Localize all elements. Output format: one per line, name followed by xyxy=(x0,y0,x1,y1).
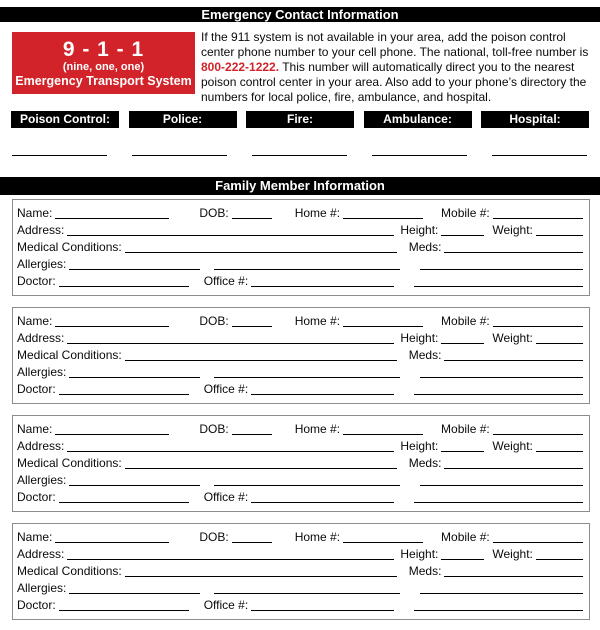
address-label: Address: xyxy=(17,331,65,345)
doctor-row xyxy=(17,381,583,398)
nine-one-one-number: 9 - 1 - 1 xyxy=(62,37,145,61)
office-phone-line[interactable] xyxy=(251,274,394,287)
doctor-label: Doctor: xyxy=(17,490,56,504)
dob-line[interactable] xyxy=(232,422,272,435)
meds-line[interactable] xyxy=(444,348,583,361)
allergies-extra-line[interactable] xyxy=(214,257,400,270)
address-row xyxy=(17,438,583,455)
intro-section xyxy=(12,30,596,105)
meds-extra-line-1[interactable] xyxy=(420,581,583,594)
fire-phone-line[interactable] xyxy=(252,155,347,156)
allergies-label: Allergies: xyxy=(17,473,67,487)
dob-line[interactable] xyxy=(232,206,272,219)
office-phone-line[interactable] xyxy=(251,598,394,611)
contact-labels-row xyxy=(11,111,589,128)
name-line[interactable] xyxy=(55,314,169,327)
name-line[interactable] xyxy=(55,530,169,543)
allergies-label: Allergies: xyxy=(17,581,67,595)
weight-label: Weight: xyxy=(492,547,533,561)
dob-label: DOB: xyxy=(199,206,229,220)
address-row xyxy=(17,330,583,347)
doctor-label: Doctor: xyxy=(17,382,56,396)
weight-label: Weight: xyxy=(492,223,533,237)
meds-extra-line-2[interactable] xyxy=(414,274,583,287)
medical-row xyxy=(17,563,583,580)
mobile-phone-line[interactable] xyxy=(493,206,583,219)
height-label: Height: xyxy=(400,439,439,453)
family-member-card xyxy=(12,523,590,620)
poison-control-instructions xyxy=(201,30,596,105)
mobile-phone-label: Mobile #: xyxy=(441,530,490,544)
poison-control-phone-line[interactable] xyxy=(12,155,107,156)
allergies-label: Allergies: xyxy=(17,257,67,271)
name-row xyxy=(17,313,583,330)
medical-conditions-label: Medical Conditions: xyxy=(17,348,122,362)
meds-extra-line-1[interactable] xyxy=(420,257,583,270)
address-label: Address: xyxy=(17,547,65,561)
weight-label: Weight: xyxy=(492,331,533,345)
medical-conditions-line[interactable] xyxy=(125,240,397,253)
name-row xyxy=(17,205,583,222)
height-label: Height: xyxy=(400,331,439,345)
height-line[interactable] xyxy=(441,331,484,344)
meds-extra-line-1[interactable] xyxy=(420,473,583,486)
mobile-phone-line[interactable] xyxy=(493,530,583,543)
emergency-transport-label: Emergency Transport System xyxy=(15,73,192,88)
contact-label-ambulance: Ambulance: xyxy=(364,111,472,128)
address-label: Address: xyxy=(17,439,65,453)
family-member-card xyxy=(12,307,590,404)
home-phone-label: Home #: xyxy=(294,314,341,328)
allergies-line[interactable] xyxy=(69,581,200,594)
mobile-phone-label: Mobile #: xyxy=(441,314,490,328)
medical-conditions-label: Medical Conditions: xyxy=(17,240,122,254)
allergies-extra-line[interactable] xyxy=(214,365,400,378)
height-line[interactable] xyxy=(441,223,484,236)
home-phone-label: Home #: xyxy=(294,530,341,544)
ambulance-phone-line[interactable] xyxy=(372,155,467,156)
poison-control-phone-number: 800-222-1222. xyxy=(201,60,280,74)
medical-row xyxy=(17,347,583,364)
home-phone-label: Home #: xyxy=(294,422,341,436)
doctor-label: Doctor: xyxy=(17,274,56,288)
allergies-line[interactable] xyxy=(69,257,200,270)
instructions-text-before: If the 911 system is not available in your area, add the poison control center phone number to your cell phone. The national, toll-free number is xyxy=(201,30,589,59)
meds-label: Meds: xyxy=(408,564,442,578)
doctor-row xyxy=(17,273,583,290)
police-phone-line[interactable] xyxy=(132,155,227,156)
contact-label-police: Police: xyxy=(129,111,237,128)
dob-line[interactable] xyxy=(232,530,272,543)
office-phone-label: Office #: xyxy=(203,382,249,396)
allergies-label: Allergies: xyxy=(17,365,67,379)
doctor-line[interactable] xyxy=(59,598,189,611)
office-phone-line[interactable] xyxy=(251,490,394,503)
medical-conditions-line[interactable] xyxy=(125,348,397,361)
nine-one-one-badge xyxy=(12,32,195,94)
weight-line[interactable] xyxy=(536,223,583,236)
nine-one-one-words: (nine, one, one) xyxy=(62,60,145,73)
height-label: Height: xyxy=(400,223,439,237)
family-member-card xyxy=(12,199,590,296)
name-label: Name: xyxy=(17,422,53,436)
address-line[interactable] xyxy=(67,439,394,452)
address-row xyxy=(17,546,583,563)
mobile-phone-line[interactable] xyxy=(493,422,583,435)
hospital-phone-line[interactable] xyxy=(492,155,587,156)
meds-label: Meds: xyxy=(408,348,442,362)
name-line[interactable] xyxy=(55,206,169,219)
allergies-row xyxy=(17,364,583,381)
meds-extra-line-2[interactable] xyxy=(414,382,583,395)
allergies-extra-line[interactable] xyxy=(214,581,400,594)
allergies-row xyxy=(17,472,583,489)
meds-extra-line-2[interactable] xyxy=(414,598,583,611)
address-row xyxy=(17,222,583,239)
contact-label-hospital: Hospital: xyxy=(481,111,589,128)
name-row xyxy=(17,529,583,546)
address-label: Address: xyxy=(17,223,65,237)
contact-label-fire: Fire: xyxy=(246,111,354,128)
medical-row xyxy=(17,239,583,256)
address-line[interactable] xyxy=(67,223,394,236)
family-section-header: Family Member Information xyxy=(0,177,600,195)
home-phone-line[interactable] xyxy=(343,530,423,543)
height-line[interactable] xyxy=(441,439,484,452)
allergies-extra-line[interactable] xyxy=(214,473,400,486)
mobile-phone-line[interactable] xyxy=(493,314,583,327)
contact-label-poison-control: Poison Control: xyxy=(11,111,119,128)
home-phone-line[interactable] xyxy=(343,422,423,435)
medical-conditions-line[interactable] xyxy=(125,456,397,469)
family-members-list xyxy=(0,199,600,620)
weight-label: Weight: xyxy=(492,439,533,453)
dob-label: DOB: xyxy=(199,314,229,328)
doctor-line[interactable] xyxy=(59,382,189,395)
office-phone-line[interactable] xyxy=(251,382,394,395)
weight-line[interactable] xyxy=(536,547,583,560)
office-phone-label: Office #: xyxy=(203,598,249,612)
medical-row xyxy=(17,455,583,472)
dob-line[interactable] xyxy=(232,314,272,327)
medical-conditions-label: Medical Conditions: xyxy=(17,456,122,470)
meds-line[interactable] xyxy=(444,456,583,469)
office-phone-label: Office #: xyxy=(203,274,249,288)
meds-line[interactable] xyxy=(444,240,583,253)
dob-label: DOB: xyxy=(199,530,229,544)
allergies-row xyxy=(17,256,583,273)
emergency-section-header: Emergency Contact Information xyxy=(0,7,600,22)
doctor-row xyxy=(17,489,583,506)
mobile-phone-label: Mobile #: xyxy=(441,206,490,220)
medical-conditions-label: Medical Conditions: xyxy=(17,564,122,578)
name-label: Name: xyxy=(17,314,53,328)
doctor-row xyxy=(17,597,583,614)
weight-line[interactable] xyxy=(536,331,583,344)
allergies-line[interactable] xyxy=(69,473,200,486)
allergies-line[interactable] xyxy=(69,365,200,378)
meds-extra-line-2[interactable] xyxy=(414,490,583,503)
doctor-line[interactable] xyxy=(59,274,189,287)
meds-label: Meds: xyxy=(408,240,442,254)
home-phone-line[interactable] xyxy=(343,314,423,327)
height-line[interactable] xyxy=(441,547,484,560)
mobile-phone-label: Mobile #: xyxy=(441,422,490,436)
office-phone-label: Office #: xyxy=(203,490,249,504)
dob-label: DOB: xyxy=(199,422,229,436)
doctor-line[interactable] xyxy=(59,490,189,503)
name-line[interactable] xyxy=(55,422,169,435)
meds-extra-line-1[interactable] xyxy=(420,365,583,378)
address-line[interactable] xyxy=(67,331,394,344)
contact-phone-lines-row xyxy=(12,155,587,156)
medical-conditions-line[interactable] xyxy=(125,564,397,577)
home-phone-label: Home #: xyxy=(294,206,341,220)
height-label: Height: xyxy=(400,547,439,561)
name-row xyxy=(17,421,583,438)
name-label: Name: xyxy=(17,206,53,220)
meds-label: Meds: xyxy=(408,456,442,470)
home-phone-line[interactable] xyxy=(343,206,423,219)
family-member-card xyxy=(12,415,590,512)
name-label: Name: xyxy=(17,530,53,544)
address-line[interactable] xyxy=(67,547,394,560)
doctor-label: Doctor: xyxy=(17,598,56,612)
weight-line[interactable] xyxy=(536,439,583,452)
instructions-text-after: This number will automatically direct you to the nearest poison control center in your area. Also add to your phone’s directory the numbers for local police, fire, ambulance, and hospital. xyxy=(201,60,587,104)
allergies-row xyxy=(17,580,583,597)
meds-line[interactable] xyxy=(444,564,583,577)
